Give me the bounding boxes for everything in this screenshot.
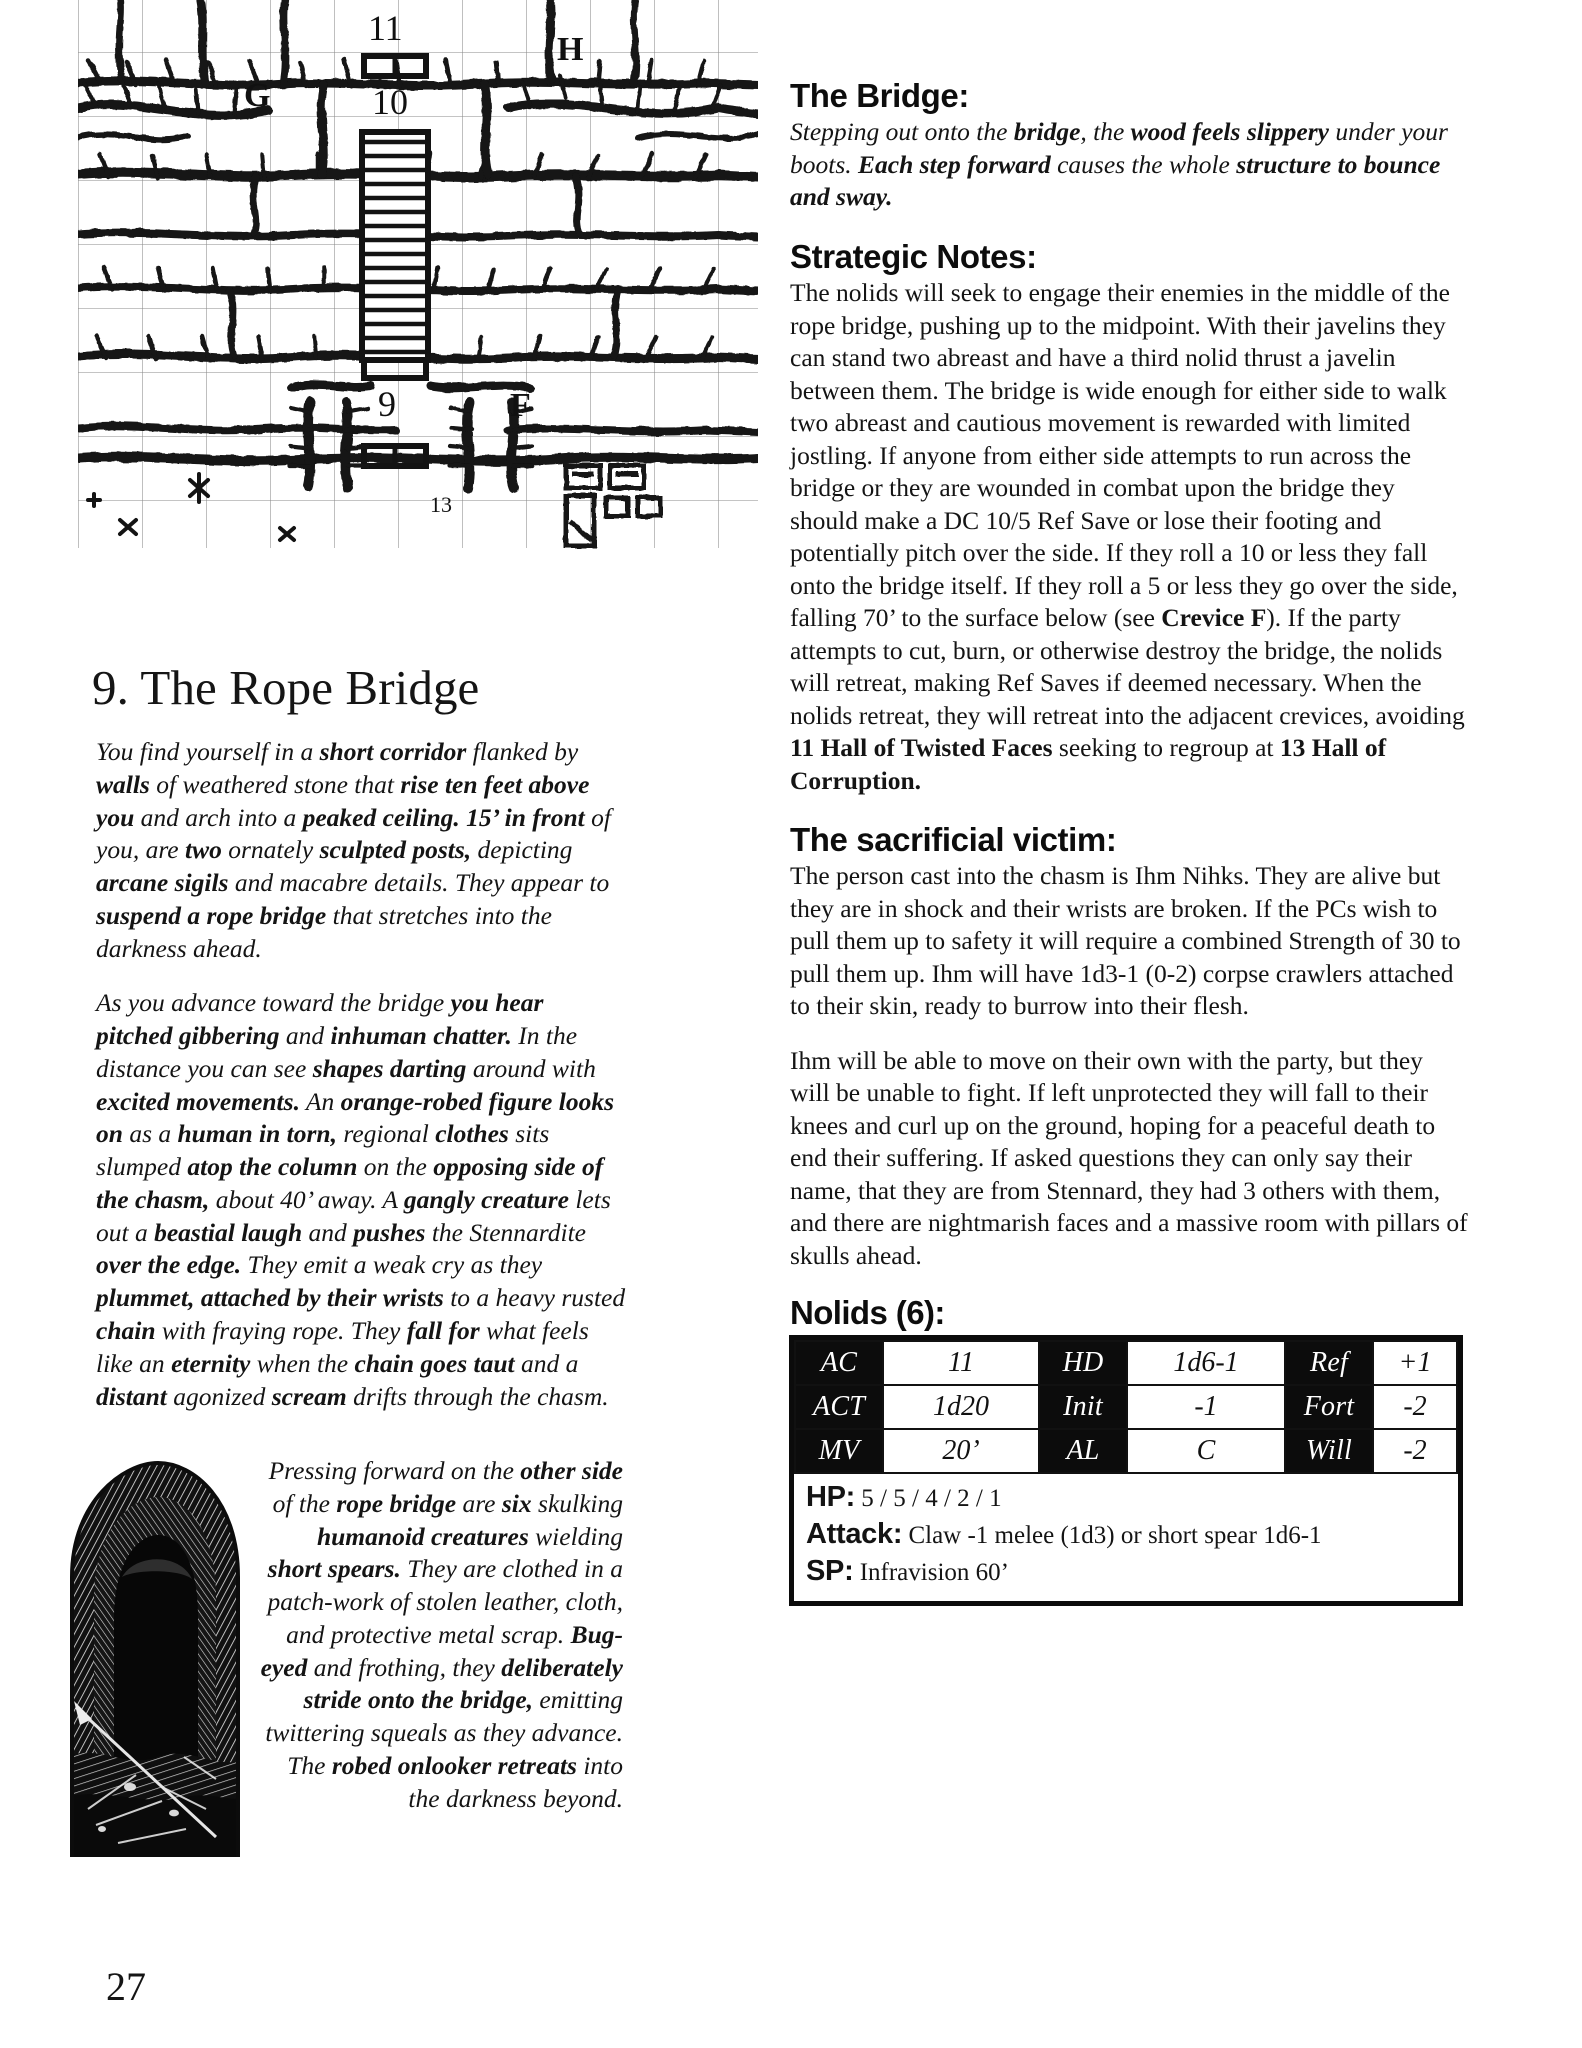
statblock-key-attack: Attack: xyxy=(806,1517,903,1550)
strategic-notes-body: The nolids will seek to engage their enemies in the middle of the rope bridge, pushing up to the midpoint. With their javelins they can stand two abreast and have a third nolid thrust a javelin between them. The bridge is wide enough for either side to walk two abreast and cautious movement is rewarded with limited jostling. If anyone from either side attempts to run across the bridge or they are wounded in combat upon the bridge they should make a DC 10/5 Ref Save or lose their footing and potentially pitch over the side. If they roll a 10 or less they fall onto the bridge itself. If they roll a 5 or less they go over the side, falling 70’ to the surface below (see Crevice F). If the party attempts to cut, burn, or otherwise destroy the bridge, the nolids will retreat, making Ref Saves if deemed necessary. When the nolids retreat, they will retreat into the adjacent crevices, avoiding 11 Hall of Twisted Faces seeking to regroup at 13 Hall of Corruption. xyxy=(790,278,1465,795)
stat-value-fort: -2 xyxy=(1373,1385,1457,1429)
stat-label-hd: HD xyxy=(1039,1341,1127,1385)
read-aloud-paragraph-2: As you advance toward the bridge you hear pitched gibbering and inhuman chatter. In the distance you can see shapes darting around with excited movements. An orange-robed figure looks on as a human in torn, regional clothes sits slumped atop the column on the opposing side of the chasm, about 40’ away. A gangly creature lets out a beastial laugh and pushes the Stennardite over the edge. They emit a weak cry as they plummet, attached by their wrists to a heavy rusted chain with fraying rope. They fall for what feels like an eternity when the chain goes taut and a distant agonized scream drifts through the chasm. xyxy=(96,988,626,1411)
section-the-bridge xyxy=(790,78,1468,214)
right-column xyxy=(790,78,1468,1605)
stat-value-will: -2 xyxy=(1373,1429,1457,1473)
read-aloud-paragraph-3: Pressing forward on the other side of the rope bridge are six skulking humanoid creatures wielding short spears. They are clothed in a patch-work of stolen leather, cloth, and protective metal scrap. Bug-eyed and frothing, they deliberately stride onto the bridge, emitting twittering squeals as they advance. The robed onlooker retreats into the darkness beyond. xyxy=(260,1456,623,1813)
stat-label-fort: Fort xyxy=(1285,1385,1373,1429)
page-number: 27 xyxy=(106,1964,146,2009)
the-bridge-read-aloud: Stepping out onto the bridge, the wood feels slippery under your boots. Each step forward causes the whole structure to bounce and sway. xyxy=(790,116,1448,212)
statblock-detail-lines xyxy=(794,1474,1458,1600)
stat-value-ref: +1 xyxy=(1373,1341,1457,1385)
statblock-value-attack: Claw -1 melee (1d3) or short spear 1d6-1 xyxy=(908,1521,1322,1549)
statblock-key-hp: HP: xyxy=(806,1481,856,1514)
left-column xyxy=(78,0,626,2048)
cavern-illustration-block xyxy=(78,1451,623,1871)
stat-label-init: Init xyxy=(1039,1385,1127,1429)
stat-label-ac: AC xyxy=(795,1341,883,1385)
statblock-row xyxy=(795,1385,1457,1429)
statblock-line-hp xyxy=(806,1480,1448,1515)
archway-illustration-svg xyxy=(66,1457,244,1857)
stat-value-init: -1 xyxy=(1127,1385,1285,1429)
victim-paragraph-2: Ihm will be able to move on their own with the party, but they will be unable to fight. If left unprotected they will fall to their knees and curl up on the ground, hoping for a peaceful death to end their suffering. If asked questions they can only say their name, that they are from Stennard, they had 3 others with them, and there are nightmarish faces and a massive room with pillars of skulls ahead. xyxy=(790,1045,1468,1270)
stat-value-al: C xyxy=(1127,1429,1285,1473)
map-label-H: H xyxy=(557,31,584,68)
section-heading-the-bridge: The Bridge: xyxy=(790,77,969,114)
stat-value-hd: 1d6-1 xyxy=(1127,1341,1285,1385)
section-nolids-statblock xyxy=(790,1294,1468,1604)
stat-label-al: AL xyxy=(1039,1429,1127,1473)
map-label-11: 11 xyxy=(368,8,403,48)
read-aloud-paragraph-1: You find yourself in a short corridor flanked by walls of weathered stone that rise ten feet above you and arch into a peaked ceiling. 15’ in front of you, are two ornately sculpted posts, depicting arcane sigils and macabre details. They appear to suspend a rope bridge that stretches into the darkness ahead. xyxy=(96,737,611,963)
stat-value-act: 1d20 xyxy=(883,1385,1039,1429)
page-title: 9. The Rope Bridge xyxy=(92,660,480,715)
dungeon-map-svg xyxy=(78,0,758,678)
stat-label-mv: MV xyxy=(795,1429,883,1473)
stat-label-ref: Ref xyxy=(1285,1341,1373,1385)
statblock-value-sp: Infravision 60’ xyxy=(859,1558,1009,1586)
map-label-9: 9 xyxy=(378,384,396,424)
statblock-value-hp: 5 / 5 / 4 / 2 / 1 xyxy=(861,1485,1002,1513)
map-label-G: G xyxy=(244,77,271,114)
section-strategic-notes xyxy=(790,239,1468,797)
archway-illustration xyxy=(66,1457,244,1857)
section-heading-strategic-notes: Strategic Notes: xyxy=(790,238,1037,276)
victim-paragraph-1: The person cast into the chasm is Ihm Nihks. They are alive but they are in shock and their wrists are broken. If the PCs wish to pull them up to safety it will require a combined Strength of 30 to pull them up. Ihm will have 1d3-1 (0-2) corpse crawlers attached to their skin, ready to burrow into their flesh. xyxy=(790,861,1461,1021)
statblock-grid xyxy=(794,1340,1458,1474)
statblock-key-sp: SP: xyxy=(806,1554,854,1587)
map-label-F: F xyxy=(510,387,531,424)
statblock-frame xyxy=(790,1336,1462,1604)
stat-label-act: ACT xyxy=(795,1385,883,1429)
map-label-10: 10 xyxy=(372,82,408,122)
statblock-row xyxy=(795,1429,1457,1473)
stat-label-will: Will xyxy=(1285,1429,1373,1473)
statblock-row xyxy=(795,1341,1457,1385)
stat-value-ac: 11 xyxy=(883,1341,1039,1385)
section-sacrificial-victim xyxy=(790,822,1468,1272)
statblock-title: Nolids (6): xyxy=(790,1294,945,1332)
section-heading-sacrificial-victim: The sacrificial victim: xyxy=(790,821,1117,859)
statblock-line-sp xyxy=(806,1554,1448,1589)
statblock-line-attack xyxy=(806,1517,1448,1552)
stat-value-mv: 20’ xyxy=(883,1429,1039,1473)
dungeon-map-illustration xyxy=(78,0,758,678)
map-label-13: 13 xyxy=(430,492,452,517)
